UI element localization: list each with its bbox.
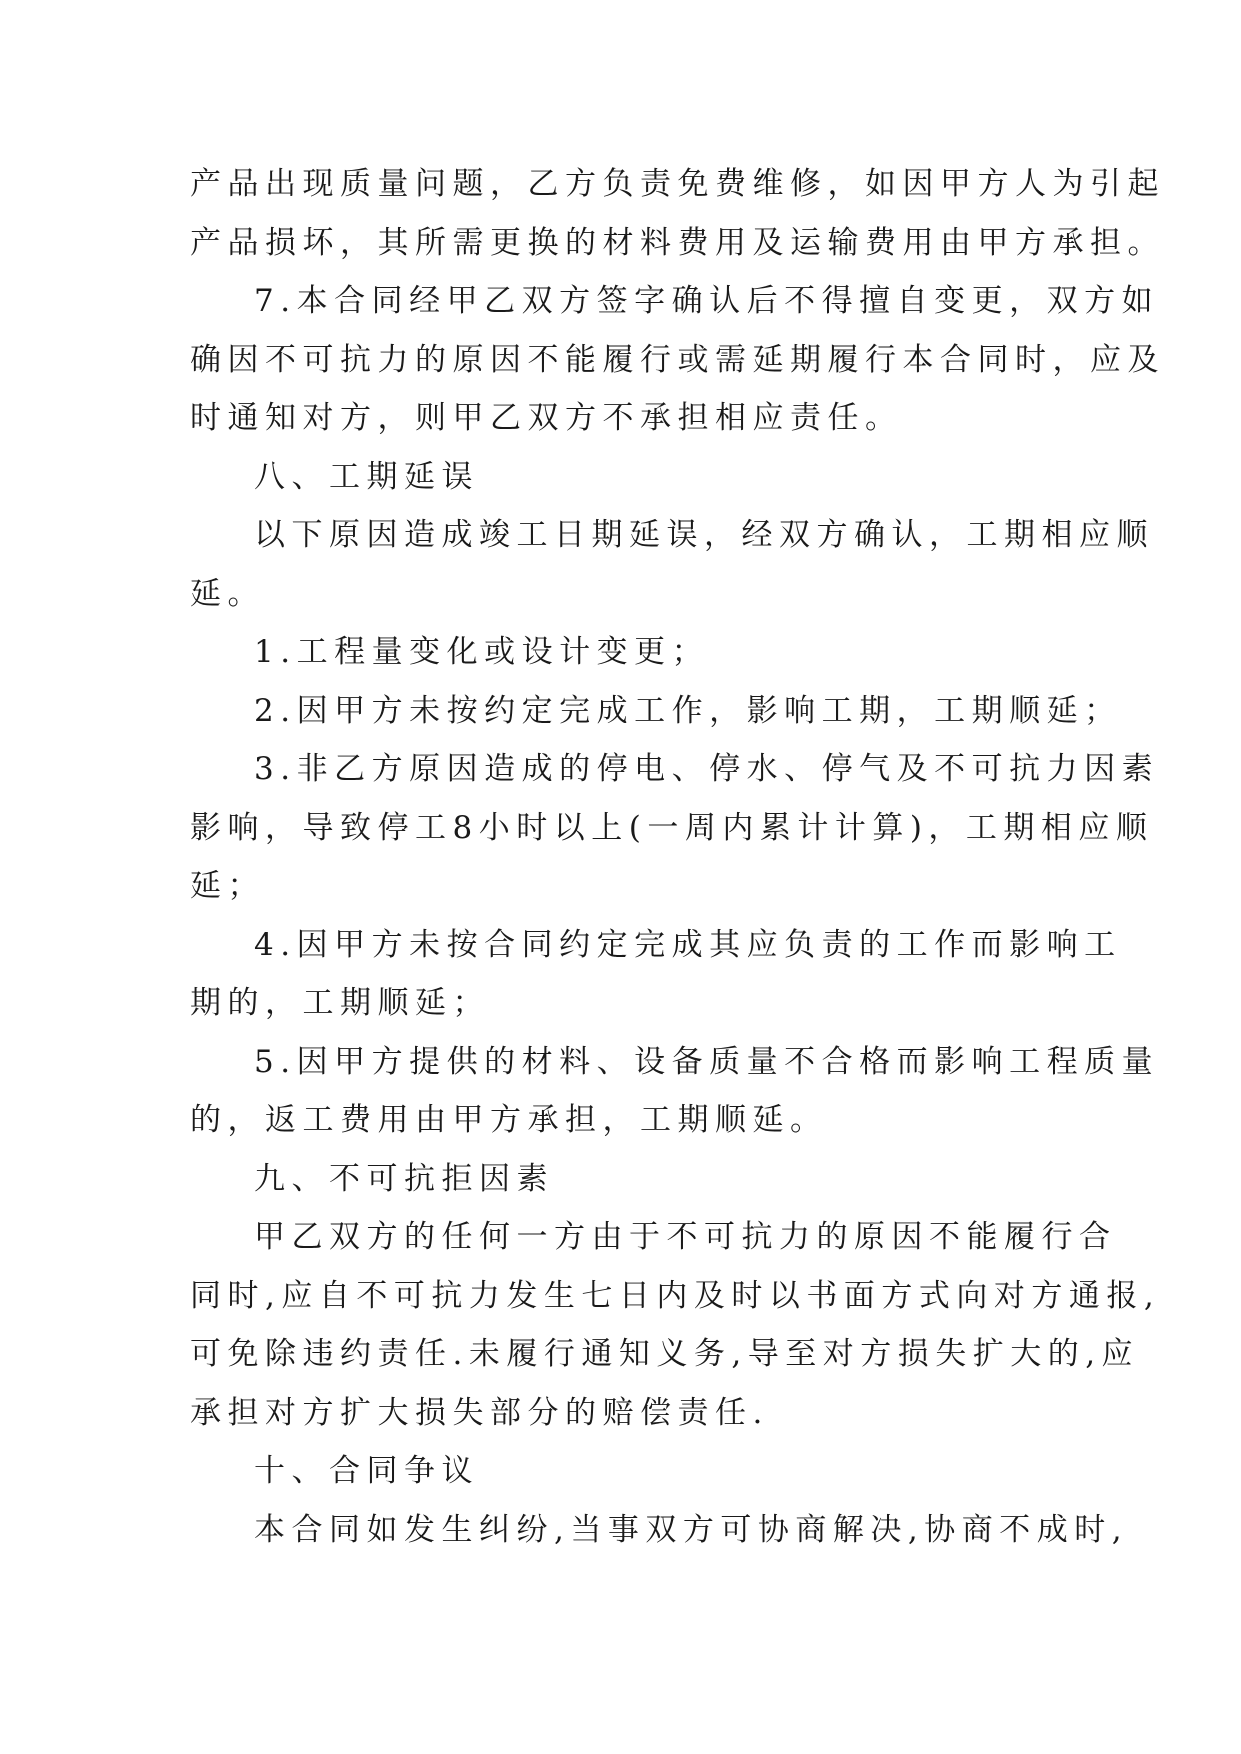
paragraph-start: 本合同如发生纠纷,当事双方可协商解决,协商不成时, <box>254 1511 1129 1548</box>
document-page <box>190 155 1165 1559</box>
text-line-continuation: 影响，导致停工8小时以上(一周内累计计算)，工期相应顺 <box>190 809 1154 846</box>
text-line-continuation: 同时,应自不可抗力发生七日内及时以书面方式向对方通报, <box>190 1277 1161 1314</box>
text-line-continuation: 确因不可抗力的原因不能履行或需延期履行本合同时，应及 <box>190 341 1165 378</box>
section-heading-9: 九、不可抗拒因素 <box>254 1160 554 1197</box>
section-heading-8: 八、工期延误 <box>254 458 479 495</box>
list-item-4: 4.因甲方未按合同约定完成其应负责的工作而影响工 <box>254 926 1122 963</box>
text-line-continuation: 期的，工期顺延； <box>190 985 490 1021</box>
text-line-continuation: 时通知对方，则甲乙双方不承担相应责任。 <box>190 400 903 436</box>
text-line-continuation: 产品损坏，其所需更换的材料费用及运输费用由甲方承担。 <box>190 224 1165 261</box>
section-heading-10: 十、合同争议 <box>254 1453 479 1489</box>
text-line-continuation: 延； <box>190 868 265 904</box>
text-line-continuation: 的，返工费用由甲方承担，工期顺延。 <box>190 1102 828 1138</box>
clause-7: 7.本合同经甲乙双方签字确认后不得擅自变更，双方如 <box>254 283 1160 319</box>
text-line-continuation: 可免除违约责任.未履行通知义务,导至对方损失扩大的,应 <box>190 1336 1140 1372</box>
list-item-1: 1.工程量变化或设计变更； <box>254 634 710 670</box>
paragraph-start: 甲乙双方的任何一方由于不可抗力的原因不能履行合 <box>254 1219 1117 1255</box>
text-line-continuation: 延。 <box>190 575 265 612</box>
list-item-2: 2.因甲方未按约定完成工作，影响工期，工期顺延； <box>254 692 1122 729</box>
text-line-continuation: 产品出现质量问题，乙方负责免费维修，如因甲方人为引起 <box>190 166 1165 202</box>
list-item-5: 5.因甲方提供的材料、设备质量不合格而影响工程质量 <box>254 1043 1160 1080</box>
text-line-continuation: 承担对方扩大损失部分的赔偿责任. <box>190 1394 769 1431</box>
list-item-3: 3.非乙方原因造成的停电、停水、停气及不可抗力因素 <box>254 751 1160 787</box>
paragraph-start: 以下原因造成竣工日期延误，经双方确认，工期相应顺 <box>254 517 1154 553</box>
